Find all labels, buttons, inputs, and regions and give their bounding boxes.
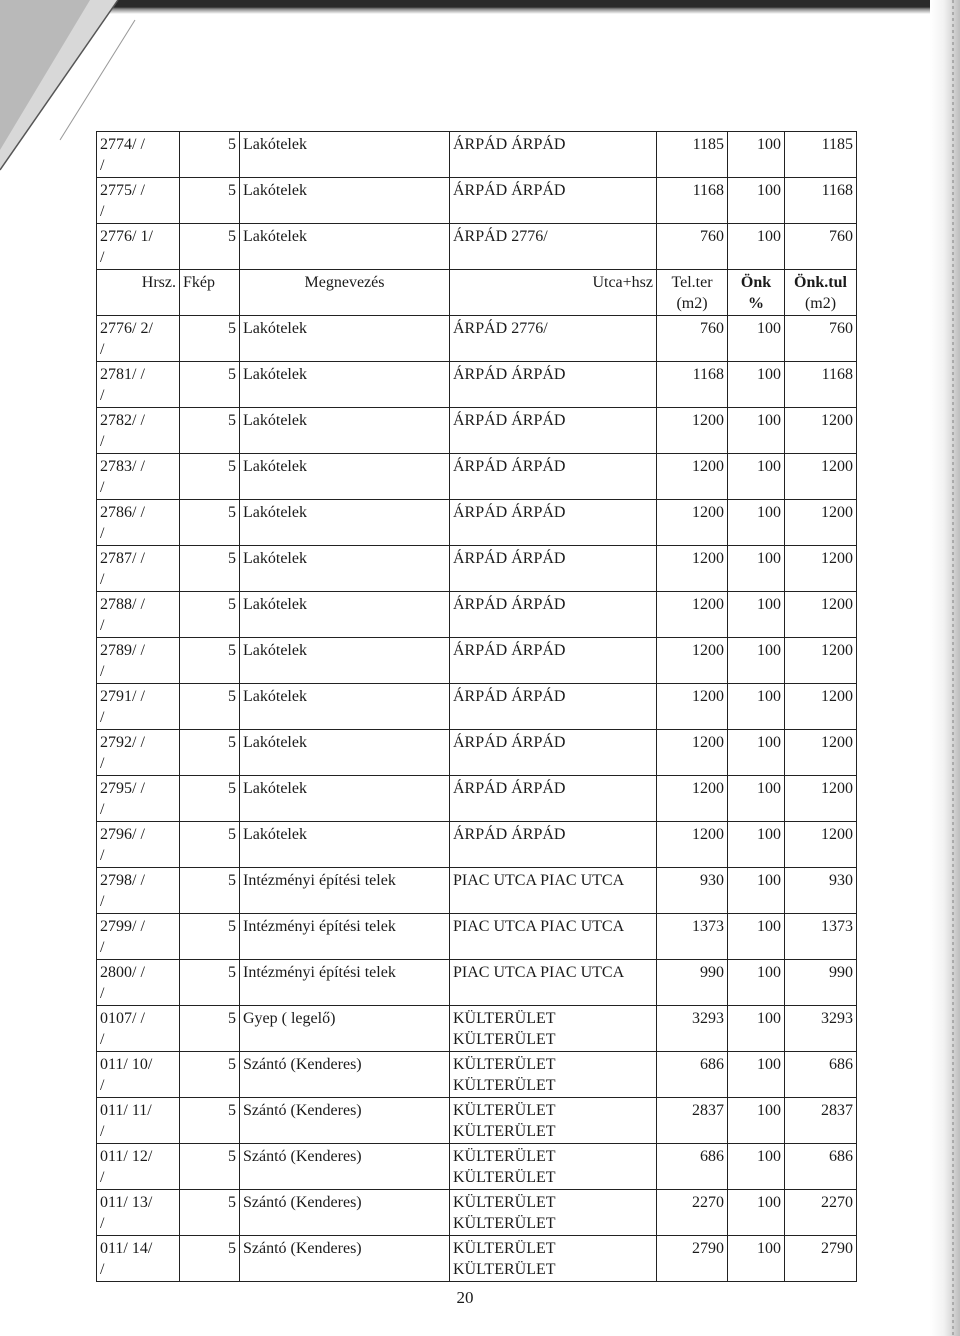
hrsz-line2: / [100,157,105,174]
cell-megnevezes: Lakótelek [240,178,450,224]
cell-megnevezes: Lakótelek [240,224,450,270]
cell-megnevezes: Lakótelek [240,638,450,684]
cell-tel-ter: 1200 [657,638,728,684]
cell-tel-ter: 1200 [657,454,728,500]
cell-fkep: 5 [180,730,240,776]
header-hrsz: Hrsz. [97,270,180,316]
table-row [97,132,857,178]
cell-fkep: 5 [180,822,240,868]
table-row [97,1052,857,1098]
cell-onk: 100 [728,178,785,224]
cell-fkep: 5 [180,500,240,546]
cell-hrsz [97,1052,180,1098]
cell-onk: 100 [728,914,785,960]
cell-tel-ter: 990 [657,960,728,1006]
utca-line1: ÁRPÁD 2776/ [453,320,548,337]
cell-tel-ter: 1200 [657,408,728,454]
cell-tel-ter: 1200 [657,776,728,822]
header-fkep: Fkép [180,270,240,316]
cell-hrsz [97,868,180,914]
cell-utca [450,914,657,960]
table-row [97,1098,857,1144]
cell-fkep: 5 [180,1190,240,1236]
utca-line2: KÜLTERÜLET [453,1123,556,1140]
utca-line1: KÜLTERÜLET [453,1240,556,1257]
cell-onk-tul: 1168 [785,178,857,224]
cell-fkep: 5 [180,546,240,592]
utca-line1: ÁRPÁD ÁRPÁD [453,136,566,153]
hrsz-line1: 2792/ / [100,734,145,751]
cell-onk: 100 [728,132,785,178]
cell-megnevezes: Szántó (Kenderes) [240,1098,450,1144]
table-header-row [97,270,857,316]
utca-line1: ÁRPÁD ÁRPÁD [453,826,566,843]
cell-hrsz [97,362,180,408]
table-row [97,362,857,408]
cell-utca [450,960,657,1006]
hrsz-line2: / [100,203,105,220]
cell-hrsz [97,132,180,178]
utca-line2: KÜLTERÜLET [453,1215,556,1232]
cell-utca [450,1006,657,1052]
cell-tel-ter: 1373 [657,914,728,960]
cell-tel-ter: 1168 [657,362,728,408]
hrsz-line1: 0107/ / [100,1010,145,1027]
cell-onk-tul: 2270 [785,1190,857,1236]
utca-line1: ÁRPÁD ÁRPÁD [453,734,566,751]
utca-line1: PIAC UTCA PIAC UTCA [453,872,625,889]
table-row [97,454,857,500]
cell-tel-ter: 686 [657,1144,728,1190]
hrsz-line2: / [100,387,105,404]
hrsz-line1: 2788/ / [100,596,145,613]
table-row [97,822,857,868]
table-row [97,638,857,684]
cell-hrsz [97,408,180,454]
cell-fkep: 5 [180,1236,240,1282]
table-row [97,224,857,270]
hrsz-line2: / [100,571,105,588]
hrsz-line1: 011/ 10/ [100,1056,153,1073]
cell-fkep: 5 [180,224,240,270]
table-row [97,500,857,546]
table-row [97,408,857,454]
cell-onk-tul: 1200 [785,546,857,592]
cell-hrsz [97,592,180,638]
cell-utca [450,362,657,408]
cell-utca [450,1098,657,1144]
cell-fkep: 5 [180,454,240,500]
cell-megnevezes: Lakótelek [240,546,450,592]
cell-onk-tul: 1200 [785,408,857,454]
cell-tel-ter: 3293 [657,1006,728,1052]
cell-tel-ter: 2270 [657,1190,728,1236]
cell-onk-tul: 990 [785,960,857,1006]
utca-line1: ÁRPÁD ÁRPÁD [453,458,566,475]
cell-megnevezes: Lakótelek [240,500,450,546]
cell-onk: 100 [728,776,785,822]
cell-tel-ter: 1200 [657,822,728,868]
cell-onk-tul: 3293 [785,1006,857,1052]
cell-tel-ter: 1200 [657,592,728,638]
utca-line1: ÁRPÁD ÁRPÁD [453,780,566,797]
header-tel-ter-line1: Tel.ter [671,274,713,291]
cell-onk: 100 [728,1098,785,1144]
utca-line1: KÜLTERÜLET [453,1102,556,1119]
cell-fkep: 5 [180,914,240,960]
cell-megnevezes: Lakótelek [240,730,450,776]
cell-hrsz [97,224,180,270]
utca-line1: ÁRPÁD ÁRPÁD [453,412,566,429]
cell-utca [450,178,657,224]
cell-onk-tul: 2790 [785,1236,857,1282]
cell-onk: 100 [728,224,785,270]
header-tel-ter-line2: (m2) [676,295,708,312]
table-row [97,776,857,822]
table-row [97,178,857,224]
cell-onk-tul: 1168 [785,362,857,408]
header-onk-line1: Önk [740,274,772,291]
utca-line1: ÁRPÁD ÁRPÁD [453,596,566,613]
header-onk-tul-line2: (m2) [804,295,837,312]
utca-line1: ÁRPÁD ÁRPÁD [453,688,566,705]
cell-onk: 100 [728,408,785,454]
cell-megnevezes: Lakótelek [240,362,450,408]
cell-fkep: 5 [180,408,240,454]
cell-onk: 100 [728,316,785,362]
hrsz-line2: / [100,755,105,772]
cell-megnevezes: Lakótelek [240,316,450,362]
cell-utca [450,592,657,638]
cell-onk-tul: 1200 [785,684,857,730]
scan-right-edge-marks [952,0,954,1336]
cell-hrsz [97,638,180,684]
cell-onk: 100 [728,1052,785,1098]
cell-megnevezes: Szántó (Kenderes) [240,1144,450,1190]
cell-tel-ter: 1200 [657,546,728,592]
utca-line1: ÁRPÁD ÁRPÁD [453,642,566,659]
cell-hrsz [97,178,180,224]
cell-tel-ter: 1168 [657,178,728,224]
cell-fkep: 5 [180,776,240,822]
cell-tel-ter: 1200 [657,684,728,730]
utca-line1: ÁRPÁD ÁRPÁD [453,182,566,199]
hrsz-line1: 011/ 13/ [100,1194,153,1211]
cell-utca [450,638,657,684]
hrsz-line1: 2787/ / [100,550,145,567]
hrsz-line1: 2799/ / [100,918,145,935]
cell-utca [450,132,657,178]
table-row [97,684,857,730]
cell-tel-ter: 1200 [657,730,728,776]
hrsz-line1: 2782/ / [100,412,145,429]
cell-megnevezes: Lakótelek [240,132,450,178]
cell-utca [450,684,657,730]
table-row [97,1236,857,1282]
cell-utca [450,1144,657,1190]
cell-tel-ter: 760 [657,316,728,362]
table-body-after-header [97,316,857,1282]
hrsz-line2: / [100,1077,105,1094]
header-onk-tul [785,270,857,316]
hrsz-line2: / [100,663,105,680]
cell-onk-tul: 2837 [785,1098,857,1144]
hrsz-line2: / [100,479,105,496]
cell-megnevezes: Gyep ( legelő) [240,1006,450,1052]
hrsz-line1: 2775/ / [100,182,145,199]
cell-fkep: 5 [180,684,240,730]
cell-megnevezes: Intézményi építési telek [240,914,450,960]
hrsz-line1: 2796/ / [100,826,145,843]
table-row [97,1190,857,1236]
cell-onk: 100 [728,1190,785,1236]
cell-fkep: 5 [180,132,240,178]
cell-onk: 100 [728,454,785,500]
cell-onk-tul: 1200 [785,500,857,546]
cell-utca [450,1052,657,1098]
cell-onk-tul: 760 [785,224,857,270]
utca-line1: PIAC UTCA PIAC UTCA [453,964,625,981]
cell-hrsz [97,1236,180,1282]
cell-onk-tul: 1373 [785,914,857,960]
cell-hrsz [97,776,180,822]
utca-line1: KÜLTERÜLET [453,1194,556,1211]
hrsz-line2: / [100,249,105,266]
cell-hrsz [97,822,180,868]
hrsz-line1: 2789/ / [100,642,145,659]
utca-line1: KÜLTERÜLET [453,1010,556,1027]
table-row [97,316,857,362]
header-onk-line2: % [748,295,764,312]
cell-hrsz [97,1098,180,1144]
cell-onk-tul: 686 [785,1144,857,1190]
cell-onk-tul: 1200 [785,454,857,500]
cell-hrsz [97,1144,180,1190]
cell-onk-tul: 760 [785,316,857,362]
hrsz-line1: 2795/ / [100,780,145,797]
utca-line2: KÜLTERÜLET [453,1031,556,1048]
cell-onk: 100 [728,730,785,776]
utca-line1: ÁRPÁD ÁRPÁD [453,366,566,383]
cell-fkep: 5 [180,1006,240,1052]
cell-utca [450,776,657,822]
hrsz-line1: 2786/ / [100,504,145,521]
cell-fkep: 5 [180,362,240,408]
table-row [97,730,857,776]
table-row [97,1144,857,1190]
cell-hrsz [97,1190,180,1236]
hrsz-line2: / [100,1169,105,1186]
cell-hrsz [97,1006,180,1052]
cell-utca [450,730,657,776]
cell-megnevezes: Szántó (Kenderes) [240,1236,450,1282]
cell-megnevezes: Lakótelek [240,822,450,868]
cell-onk: 100 [728,362,785,408]
cell-megnevezes: Lakótelek [240,684,450,730]
hrsz-line2: / [100,1261,105,1278]
cell-onk-tul: 1200 [785,776,857,822]
cell-megnevezes: Intézményi építési telek [240,868,450,914]
cell-hrsz [97,684,180,730]
hrsz-line2: / [100,801,105,818]
cell-fkep: 5 [180,960,240,1006]
cell-onk-tul: 1200 [785,822,857,868]
cell-fkep: 5 [180,316,240,362]
cell-fkep: 5 [180,638,240,684]
cell-utca [450,1236,657,1282]
cell-utca [450,316,657,362]
cell-megnevezes: Lakótelek [240,592,450,638]
cell-onk: 100 [728,868,785,914]
utca-line1: KÜLTERÜLET [453,1056,556,1073]
cell-fkep: 5 [180,178,240,224]
header-megnevezes: Megnevezés [240,270,450,316]
hrsz-line1: 2781/ / [100,366,145,383]
cell-onk-tul: 1200 [785,592,857,638]
table-row [97,960,857,1006]
utca-line1: ÁRPÁD ÁRPÁD [453,504,566,521]
cell-onk: 100 [728,638,785,684]
cell-onk-tul: 930 [785,868,857,914]
cell-onk: 100 [728,1236,785,1282]
cell-utca [450,868,657,914]
cell-tel-ter: 930 [657,868,728,914]
cell-tel-ter: 686 [657,1052,728,1098]
cell-megnevezes: Intézményi építési telek [240,960,450,1006]
hrsz-line2: / [100,1031,105,1048]
cell-tel-ter: 760 [657,224,728,270]
cell-utca [450,822,657,868]
cell-fkep: 5 [180,1098,240,1144]
cell-onk-tul: 686 [785,1052,857,1098]
table-row [97,914,857,960]
hrsz-line2: / [100,433,105,450]
cell-hrsz [97,454,180,500]
hrsz-line1: 011/ 12/ [100,1148,153,1165]
cell-megnevezes: Szántó (Kenderes) [240,1052,450,1098]
table-row [97,1006,857,1052]
utca-line1: PIAC UTCA PIAC UTCA [453,918,625,935]
cell-hrsz [97,914,180,960]
cell-hrsz [97,316,180,362]
utca-line2: KÜLTERÜLET [453,1261,556,1278]
header-tel-ter [657,270,728,316]
hrsz-line1: 011/ 11/ [100,1102,152,1119]
hrsz-line1: 2791/ / [100,688,145,705]
hrsz-line2: / [100,939,105,956]
hrsz-line1: 2798/ / [100,872,145,889]
cell-onk: 100 [728,592,785,638]
cell-utca [450,224,657,270]
cell-tel-ter: 2790 [657,1236,728,1282]
cell-onk: 100 [728,1006,785,1052]
cell-megnevezes: Szántó (Kenderes) [240,1190,450,1236]
header-utca: Utca+hsz [450,270,657,316]
utca-line2: KÜLTERÜLET [453,1077,556,1094]
hrsz-line2: / [100,709,105,726]
cell-hrsz [97,500,180,546]
cell-utca [450,1190,657,1236]
cell-tel-ter: 1200 [657,500,728,546]
hrsz-line1: 2776/ 2/ [100,320,153,337]
cell-tel-ter: 2837 [657,1098,728,1144]
hrsz-line2: / [100,341,105,358]
hrsz-line2: / [100,617,105,634]
hrsz-line2: / [100,985,105,1002]
header-onk [728,270,785,316]
cell-fkep: 5 [180,1144,240,1190]
cell-onk-tul: 1200 [785,638,857,684]
hrsz-line1: 011/ 14/ [100,1240,153,1257]
cell-onk-tul: 1185 [785,132,857,178]
utca-line1: ÁRPÁD ÁRPÁD [453,550,566,567]
hrsz-line2: / [100,1215,105,1232]
cell-tel-ter: 1185 [657,132,728,178]
cell-hrsz [97,730,180,776]
table-row [97,546,857,592]
table-row [97,592,857,638]
utca-line1: KÜLTERÜLET [453,1148,556,1165]
cell-hrsz [97,960,180,1006]
hrsz-line2: / [100,1123,105,1140]
page-number: 20 [456,1288,474,1307]
cell-onk: 100 [728,684,785,730]
cell-utca [450,546,657,592]
cell-onk: 100 [728,546,785,592]
table-body-before-header [97,132,857,270]
header-onk-tul-line1: Önk.tul [794,274,847,291]
hrsz-line1: 2774/ / [100,136,145,153]
cell-megnevezes: Lakótelek [240,454,450,500]
utca-line1: ÁRPÁD 2776/ [453,228,548,245]
cell-onk: 100 [728,1144,785,1190]
cell-utca [450,500,657,546]
scan-right-edge [930,0,960,1336]
hrsz-line2: / [100,847,105,864]
cell-fkep: 5 [180,592,240,638]
hrsz-line1: 2800/ / [100,964,145,981]
table-header-section [97,270,857,316]
cell-fkep: 5 [180,868,240,914]
cell-fkep: 5 [180,1052,240,1098]
cell-onk: 100 [728,822,785,868]
hrsz-line1: 2783/ / [100,458,145,475]
cell-utca [450,408,657,454]
cell-megnevezes: Lakótelek [240,408,450,454]
hrsz-line2: / [100,893,105,910]
hrsz-line2: / [100,525,105,542]
cell-onk: 100 [728,960,785,1006]
hrsz-line1: 2776/ 1/ [100,228,153,245]
cell-onk-tul: 1200 [785,730,857,776]
cell-onk: 100 [728,500,785,546]
table-row [97,868,857,914]
cell-hrsz [97,546,180,592]
cell-utca [450,454,657,500]
cell-megnevezes: Lakótelek [240,776,450,822]
utca-line2: KÜLTERÜLET [453,1169,556,1186]
parcel-table [96,131,857,1282]
